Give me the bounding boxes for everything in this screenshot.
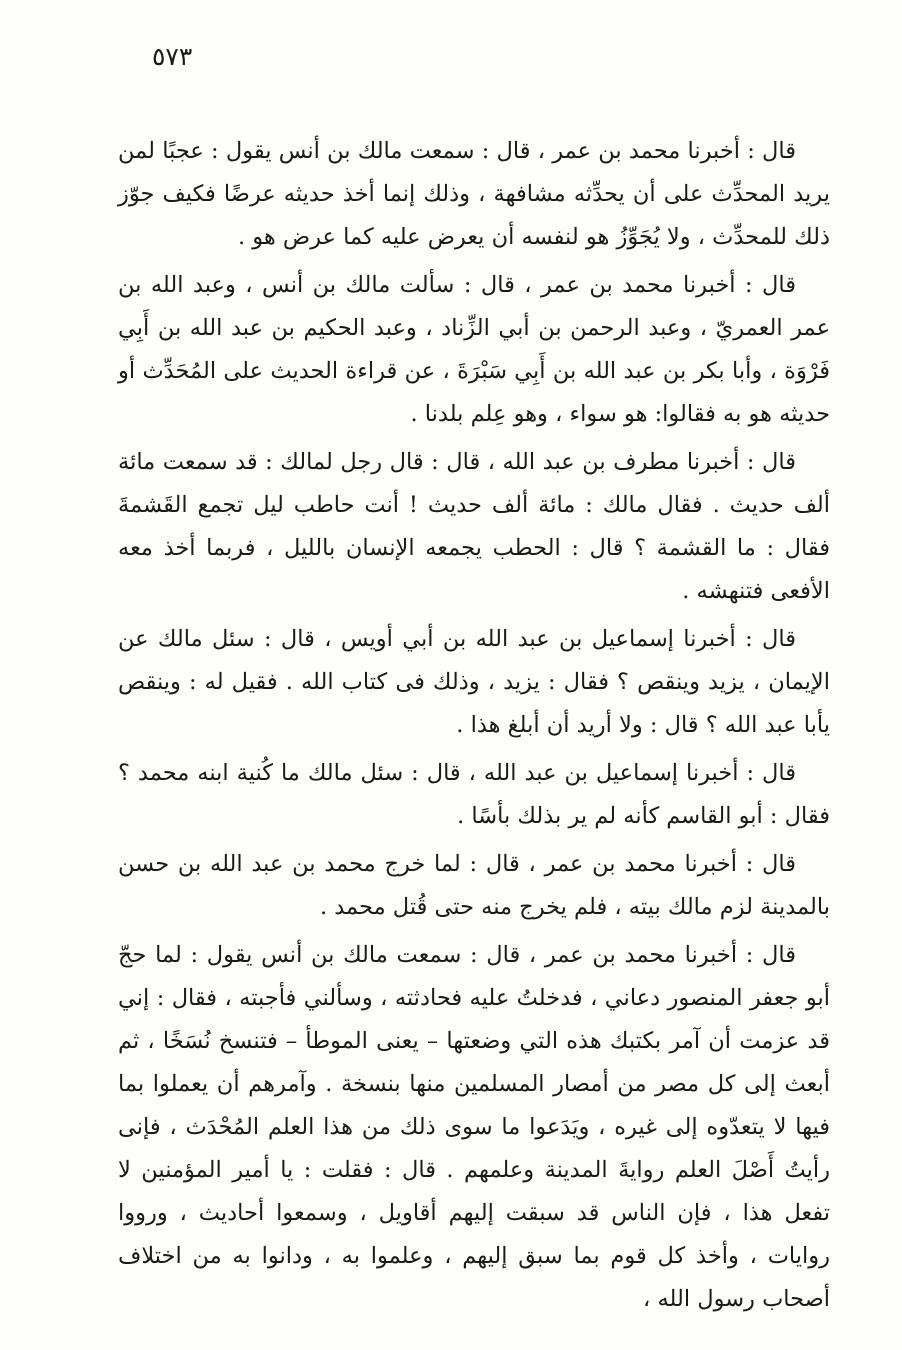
paragraph: قال : أخبرنا مطرف بن عبد الله ، قال : قال رجل لمالك : قد سمعت مائة ألف حديث . فقال مالك : مائة ألف حديث ! أنت حاطب ليل تجمع القَشمةَ فقال : ما القشمة ؟ قال : الحطب يجمعه الإنسان بالليل ، فربما أخذ معه الأفعى فتنهشه .	[118, 449, 830, 604]
page-number: ٥٧٣	[152, 42, 193, 71]
paragraph: قال : أخبرنا محمد بن عمر ، قال : سمعت مالك بن أنس يقول : لما حجّ أبو جعفر المنصور دعاني ، فدخلتُ عليه فحادثته ، وسألني فأجبته ، فقال : إني قد عزمت أن آمر بكتبك هذه التي وضعتها – يعنى الموطأ – فتنسخ نُسَخًا ، ثم أبعث إلى كل مصر من أمصار المسلمين منها بنسخة . وآمرهم أن يعملوا بما فيها لا يتعدّوه إلى غيره ، ويَدَعوا ما سوى ذلك من هذا العلم المُحْدَث ، فإنى رأيتُ أَصْلَ العلم روايةَ المدينة وعلمهم . قال : فقلت : يا أمير المؤمنين لا تفعل هذا ، فإن الناس قد سبقت إليهم أقاويل ، وسمعوا أحاديث ، ورووا روايات ، وأخذ كل قوم بما سبق إليهم ، وعلموا به ، ودانوا به من اختلاف أصحاب رسول الله ،	[118, 942, 830, 1312]
paragraph: قال : أخبرنا إسماعيل بن عبد الله ، قال : سئل مالك ما كُنية ابنه محمد ؟ فقال : أبو القاسم كأنه لم ير بذلك بأسًا .	[118, 760, 830, 829]
paragraph: قال : أخبرنا محمد بن عمر ، قال : سمعت مالك بن أنس يقول : عجبًا لمن يريد المحدِّث على أن يحدِّثه مشافهة ، وذلك إنما أخذ حديثه عرضًا فكيف جوّز ذلك للمحدِّث ، ولا يُجَوِّزُ هو لنفسه أن يعرض عليه كما عرض هو .	[118, 138, 830, 250]
paragraph: قال : أخبرنا محمد بن عمر ، قال : لما خرج محمد بن عبد الله بن حسن بالمدينة لزم مالك بيته ، فلم يخرج منه حتى قُتل محمد .	[118, 851, 830, 920]
paragraph: قال : أخبرنا محمد بن عمر ، قال : سألت مالك بن أنس ، وعبد الله بن عمر العمريّ ، وعبد الرحمن بن أبي الزِّناد ، وعبد الحكيم بن عبد الله بن أَبِي فَرْوَة ، وأبا بكر بن عبد الله بن أَبِي سَبْرَةَ ، عن قراءة الحديث على المُحَدِّث أو حديثه هو به فقالوا: هو سواء ، وهو عِلم بلدنا .	[118, 272, 830, 427]
page-body-text	[118, 130, 830, 1321]
paragraph: قال : أخبرنا إسماعيل بن عبد الله بن أبي أويس ، قال : سئل مالك عن الإيمان ، يزيد وينقص ؟ فقال : يزيد ، وذلك فى كتاب الله . فقيل له : وينقص يأبا عبد الله ؟ قال : ولا أريد أن أبلغ هذا .	[118, 626, 830, 738]
